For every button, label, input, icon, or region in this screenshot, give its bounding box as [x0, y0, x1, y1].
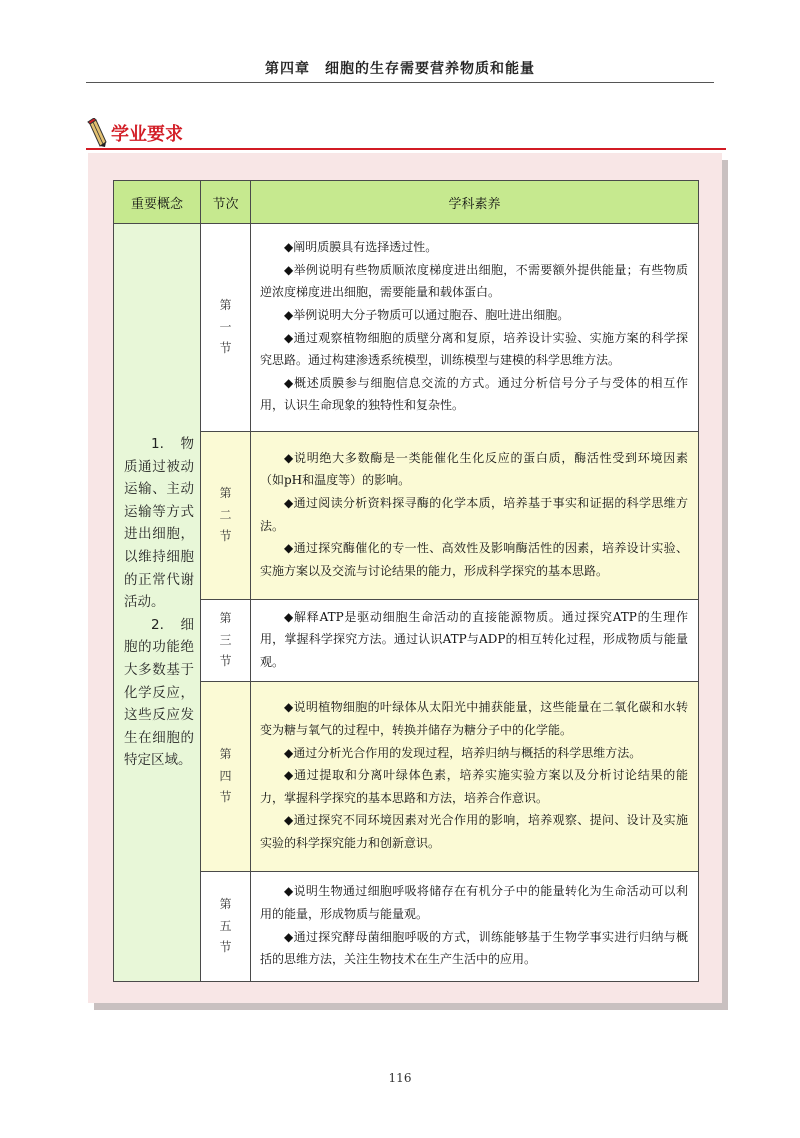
table-row [114, 682, 699, 872]
literacy-item: ◆说明植物细胞的叶绿体从太阳光中捕获能量，这些能量在二氧化碳和水转变为糖与氧气的过程中，转换并储存为糖分子中的化学能。 [260, 700, 688, 738]
literacy-cell [251, 682, 699, 872]
section-cell: 第 二 节 [201, 432, 251, 600]
header-rule [86, 82, 714, 83]
requirements-table [113, 180, 699, 982]
table-row [114, 224, 699, 432]
literacy-item: ◆通过探究酵母菌细胞呼吸的方式，训练能够基于生物学事实进行归纳与概括的思维方法，关注生物技术在生产生活中的应用。 [260, 929, 688, 967]
literacy-cell [251, 224, 699, 432]
column-header-literacy: 学科素养 [251, 181, 699, 224]
literacy-item: ◆通过探究不同环境因素对光合作用的影响，培养观察、提问、设计及实施实验的科学探究能力和创新意识。 [260, 813, 688, 850]
section-cell: 第 四 节 [201, 682, 251, 872]
literacy-item: ◆通过阅读分析资料探寻酶的化学本质，培养基于事实和证据的科学思维方法。 [260, 495, 688, 533]
table-row [114, 600, 699, 682]
literacy-item: ◆通过观察植物细胞的质壁分离和复原，培养设计实验、实施方案的科学探究思路。通过构建渗透系统模型，训练模型与建模的科学思维方法。 [260, 330, 688, 368]
literacy-cell [251, 872, 699, 982]
table-row [114, 872, 699, 982]
section-cell: 第 三 节 [201, 600, 251, 682]
title-rule [86, 148, 726, 150]
section-title: 学业要求 [111, 124, 183, 145]
literacy-item: ◆通过探究酶催化的专一性、高效性及影响酶活性的因素，培养设计实验、实施方案以及交流与讨论结果的能力，形成科学探究的基本思路。 [260, 541, 688, 578]
page-number: 116 [388, 1071, 412, 1085]
column-header-concept: 重要概念 [114, 181, 201, 224]
concept-paragraph: 2. 细胞的功能绝大多数基于化学反应，这些反应发生在细胞的特定区域。 [124, 616, 194, 769]
section-cell: 第 五 节 [201, 872, 251, 982]
table-header-row [114, 181, 699, 224]
literacy-item: ◆概述质膜参与细胞信息交流的方式。通过分析信号分子与受体的相互作用，认识生命现象的独特性和复杂性。 [260, 375, 688, 413]
literacy-item: ◆说明生物通过细胞呼吸将储存在有机分子中的能量转化为生命活动可以利用的能量，形成物质与能量观。 [260, 884, 688, 921]
literacy-item: ◆通过分析光合作用的发现过程，培养归纳与概括的科学思维方法。 [284, 745, 642, 760]
literacy-item: ◆举例说明有些物质顺浓度梯度进出细胞，不需要额外提供能量；有些物质逆浓度梯度进出细胞，需要能量和载体蛋白。 [260, 262, 688, 300]
literacy-item: ◆通过提取和分离叶绿体色素，培养实施实验方案以及分析讨论结果的能力，掌握科学探究的基本思路和方法，培养合作意识。 [260, 768, 688, 805]
column-header-section: 节次 [201, 181, 251, 224]
literacy-cell [251, 432, 699, 600]
chapter-header: 第四章 细胞的生存需要营养物质和能量 [265, 61, 535, 77]
concept-paragraph: 1. 物质通过被动运输、主动运输等方式进出细胞，以维持细胞的正常代谢活动。 [124, 436, 194, 611]
section-cell: 第 一 节 [201, 224, 251, 432]
literacy-item: ◆举例说明大分子物质可以通过胞吞、胞吐进出细胞。 [284, 307, 570, 322]
concept-cell [114, 224, 201, 982]
literacy-item: ◆说明绝大多数酶是一类能催化生化反应的蛋白质，酶活性受到环境因素（如pH和温度等）的影响。 [260, 450, 688, 488]
literacy-item: ◆阐明质膜具有选择透过性。 [284, 240, 438, 255]
literacy-item: ◆解释ATP是驱动细胞生命活动的直接能源物质。通过探究ATP的生理作用，掌握科学探究方法。通过认识ATP与ADP的相互转化过程，形成物质与能量观。 [260, 609, 688, 669]
literacy-cell [251, 600, 699, 682]
pencil-icon [86, 118, 108, 148]
table-row [114, 432, 699, 600]
